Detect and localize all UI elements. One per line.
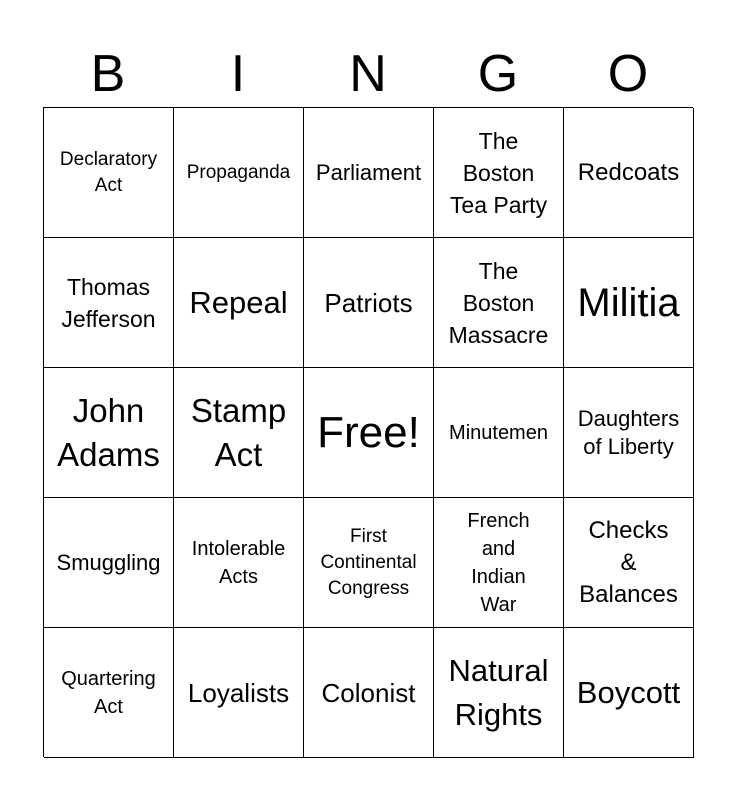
bingo-cell[interactable] <box>174 628 304 758</box>
bingo-cell[interactable] <box>304 498 434 628</box>
cell-label: Patriots <box>324 287 413 318</box>
bingo-cell[interactable] <box>434 238 564 368</box>
header-letter-b: B <box>90 45 126 103</box>
bingo-cell[interactable] <box>434 108 564 238</box>
cell-label: John Adams <box>57 391 160 473</box>
header-letter-o: O <box>607 45 649 103</box>
cell-label: Natural Rights <box>448 652 549 732</box>
cell-label: Declaratory Act <box>59 148 158 196</box>
cell-label: Daughters of Liberty <box>577 405 680 459</box>
cell-label: Repeal <box>189 284 288 320</box>
cell-label: Boycott <box>576 674 681 710</box>
bingo-cell[interactable] <box>564 628 694 758</box>
bingo-cell[interactable] <box>44 498 174 628</box>
cell-label: Smuggling <box>56 549 161 575</box>
cell-label: French and Indian War <box>467 509 530 616</box>
cell-label: First Continental Congress <box>320 525 417 599</box>
cell-label: Redcoats <box>577 158 680 186</box>
bingo-cell[interactable] <box>44 238 174 368</box>
bingo-cell[interactable] <box>434 368 564 498</box>
cell-label: Stamp Act <box>190 391 287 473</box>
bingo-cell[interactable] <box>174 368 304 498</box>
cell-label: The Boston Tea Party <box>449 127 548 218</box>
cell-label: Intolerable Acts <box>191 537 286 588</box>
cell-label: Checks & Balances <box>579 516 678 608</box>
cell-label: Militia <box>577 280 680 325</box>
bingo-cell[interactable] <box>44 628 174 758</box>
bingo-board <box>43 107 693 757</box>
bingo-cell[interactable] <box>304 108 434 238</box>
bingo-cell[interactable] <box>304 238 434 368</box>
free-space-cell[interactable] <box>304 368 434 498</box>
cell-label: Colonist <box>321 677 416 708</box>
bingo-cell[interactable] <box>44 368 174 498</box>
bingo-cell[interactable] <box>304 628 434 758</box>
bingo-cell[interactable] <box>564 368 694 498</box>
header-letter-n: N <box>349 45 387 103</box>
bingo-cell[interactable] <box>174 498 304 628</box>
bingo-cell[interactable] <box>564 108 694 238</box>
cell-label: The Boston Massacre <box>448 257 549 348</box>
cell-label: Minutemen <box>449 421 548 444</box>
bingo-cell[interactable] <box>174 238 304 368</box>
cell-label: Propaganda <box>186 161 291 183</box>
bingo-cell[interactable] <box>44 108 174 238</box>
cell-label: Thomas Jefferson <box>61 273 156 332</box>
header-letter-i: I <box>230 45 246 103</box>
bingo-cell[interactable] <box>564 498 694 628</box>
bingo-cell[interactable] <box>434 498 564 628</box>
bingo-header <box>43 40 693 108</box>
free-space-label: Free! <box>317 407 420 457</box>
cell-label: Parliament <box>315 159 422 185</box>
bingo-cell[interactable] <box>174 108 304 238</box>
bingo-cell[interactable] <box>434 628 564 758</box>
bingo-cell[interactable] <box>564 238 694 368</box>
header-letter-g: G <box>477 45 519 103</box>
cell-label: Loyalists <box>187 677 290 708</box>
cell-label: Quartering Act <box>61 667 156 718</box>
